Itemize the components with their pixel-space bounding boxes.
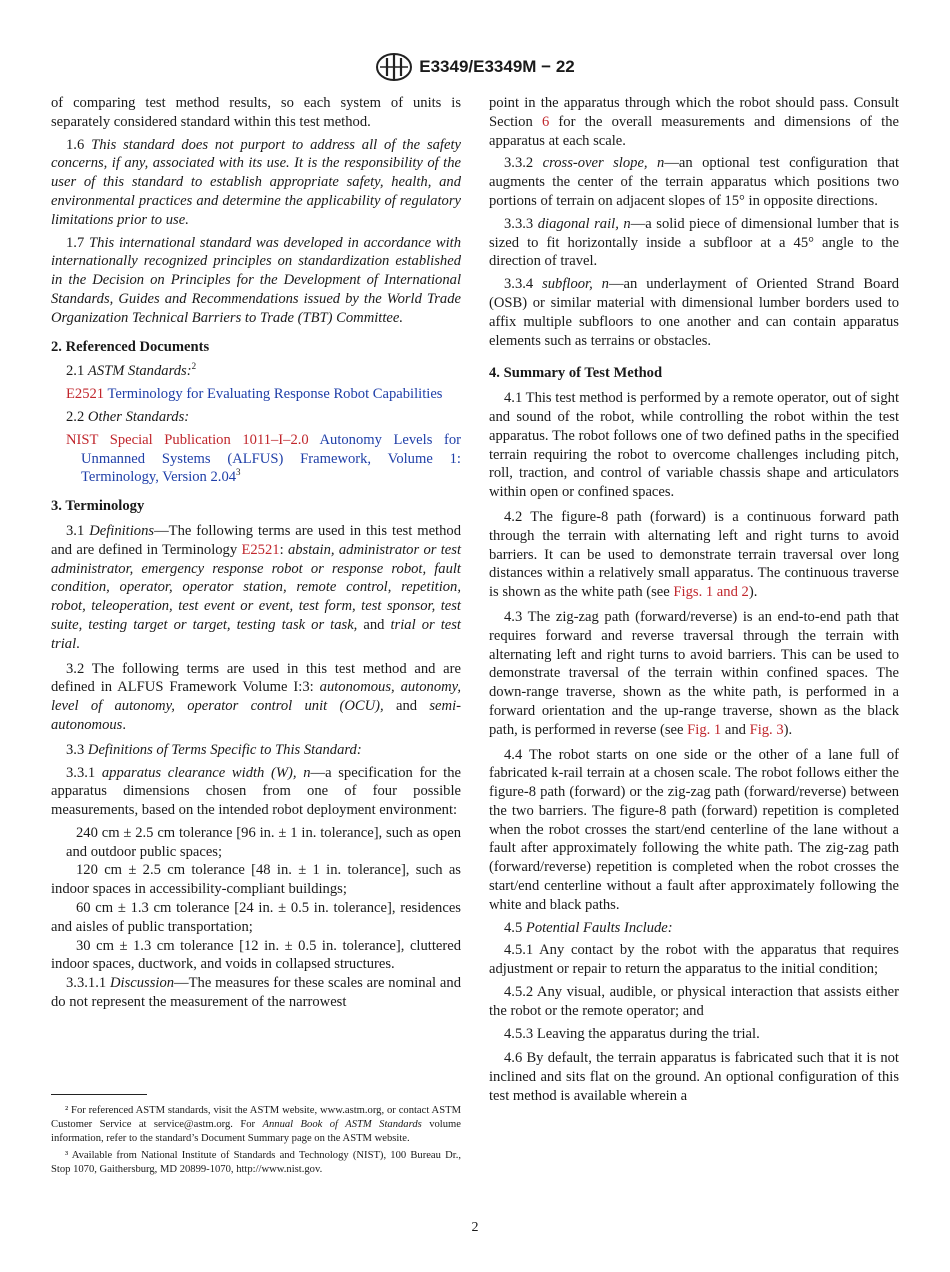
footnote-2: ² For referenced ASTM standards, visit the ASTM website, www.astm.org, or contact ASTM Customer Service at service@astm.org. For Annual Book of ASTM Standards volume information, refer to the standard’s Document Summary page on the ASTM website. — [51, 1105, 461, 1144]
e2521-inline-link[interactable]: E2521 — [241, 541, 280, 558]
reference-nist: NIST Special Publication 1011–I–2.0 Autonomy Levels for Unmanned Systems (ALFUS) Framework, Volume 1: Terminology, Version 2.04$^3$ — [66, 431, 461, 486]
width-60: 60 cm ± 1.3 cm tolerance [24 in. ± 0.5 in. tolerance], residences and aisles of public transportation; — [51, 900, 461, 935]
e2521-title-link[interactable]: Terminology for Evaluating Response Robot Capabilities — [107, 386, 443, 403]
section-4-6: 4.6 By default, the terrain apparatus is fabricated such that it is not inclined and sits flat on the ground. An optional configuration of this test method is available wherein a — [489, 1050, 899, 1105]
left-column — [51, 94, 461, 1016]
section-4-5: 4.5 Potential Faults Include: — [504, 919, 673, 936]
footnote-rule — [51, 1094, 147, 1095]
section-3-3-3: 3.3.3 diagonal rail, n—a solid piece of dimensional lumber that is sized to fit horizontally inside a subfloor at a 45° angle to the direction of travel. — [489, 215, 900, 270]
section-4-2: 4.2 The figure-8 path (forward) is a continuous forward path through the terrain with alternating left and right turns to avoid barriers. It can be used to demonstrate terrain traversal over long distances within a relatively small apparatus. The continuous traverse is shown as the white path (see Figs. 1 and 2). — [489, 508, 899, 601]
nist-title-link[interactable]: Autonomy Levels for Unmanned Systems (ALFUS) Framework, Volume 1: Terminology, Version 2.04 — [81, 431, 461, 486]
footnotes — [51, 1104, 461, 1180]
width-240: 240 cm ± 2.5 cm tolerance [96 in. ± 1 in. tolerance], such as open and outdoor public spaces; — [66, 824, 461, 860]
section-3-3: 3.3 Definitions of Terms Specific to This Standard: — [66, 741, 362, 758]
astm-logo-icon — [375, 52, 413, 82]
fig-1-link[interactable]: Fig. 1 — [687, 721, 722, 738]
section-3-1: 3.1 Definitions—The following terms are used in this test method and are defined in Terminology E2521: abstain, administrator or test administrator, emergency response robot or response robot, fault condition, operator, operator station, remote control, repetition, robot, teleoperation, test event or event, test form, test sponsor, test suite, testing target or target, testing task or task, and trial or test trial. — [51, 522, 462, 652]
heading-referenced-documents: 2. Referenced Documents — [51, 338, 210, 355]
right-column — [489, 94, 899, 1110]
standard-designation: E3349/E3349M − 22 — [419, 57, 575, 76]
section-3-3-4: 3.3.4 subfloor, n—an underlayment of Oriented Strand Board (OSB) or similar material with dimensional lumber borders used to affix multiple subfloors to one another and can contain apparatus elements such as terrains or obstacles. — [489, 276, 899, 349]
section-4-5-2: 4.5.2 Any visual, audible, or physical interaction that assists either the robot or the remote operator; and — [489, 984, 899, 1019]
width-120: 120 cm ± 2.5 cm tolerance [48 in. ± 1 in. tolerance], such as indoor spaces in accessibility-compliant buildings; — [51, 862, 461, 898]
heading-terminology: 3. Terminology — [51, 498, 145, 515]
e2521-link[interactable]: E2521 — [66, 386, 105, 403]
paragraph: point in the apparatus through which the robot should pass. Consult Section 6 for the overall measurements and dimensions of the apparatus at each scale. — [489, 95, 899, 149]
section-4-1: 4.1 This test method is performed by a remote operator, out of sight and sound of the robot, while controlling the robot within the test apparatus. The robot follows one of two defined paths in the specified terrain requiring the robot to overcome challenges including pitch, roll, traction, and control of variable chassis shape and articulators within open or confined spaces. — [489, 390, 899, 501]
section-6-link[interactable]: 6 — [541, 113, 550, 130]
section-4-3: 4.3 The zig-zag path (forward/reverse) is an end-to-end path that requires forward and reverse traversal through the terrain with alternating left and right turns to avoid barriers. This can be used to demonstrate traversal of the terrain within confined spaces. The down-range traverse, shown as the white path, is performed in a forward orientation and the up-range traverse, shown as the black path, is performed in reverse (see Fig. 1 and Fig. 3). — [489, 608, 899, 738]
section-1-6: 1.6 This standard does not purport to address all of the safety concerns, if any, associated with its use. It is the responsibility of the user of this standard to establish appropriate safety, health, and environmental practices and determine the applicability of regulatory limitations prior to use. — [51, 136, 461, 228]
nist-link[interactable]: NIST Special Publication 1011–I–2.0 — [66, 431, 309, 448]
section-4-5-3: 4.5.3 Leaving the apparatus during the trial. — [504, 1025, 760, 1042]
footnote-3: ³ Available from National Institute of Standards and Technology (NIST), 100 Bureau Dr., Stop 1070, Gaithersburg, MD 20899-1070, http://www.nist.gov. — [51, 1150, 461, 1175]
section-3-3-1: 3.3.1 apparatus clearance width (W), n—a specification for the apparatus dimensions chosen from one of four possible measurements, based on the intended robot deployment environment: — [51, 764, 461, 819]
section-4-5-1: 4.5.1 Any contact by the robot with the apparatus that requires adjustment or repair to return the apparatus to the initial condition; — [489, 942, 899, 978]
figs-1-2-link[interactable]: Figs. 1 and 2 — [673, 584, 749, 601]
section-3-2: 3.2 The following terms are used in this test method and are defined in ALFUS Framework Volume I:3: autonomous, autonomy, level of autonomy, operator control unit (OCU), and semi-autonomous. — [51, 660, 462, 733]
page-header — [0, 50, 950, 84]
page-number: 2 — [471, 1220, 479, 1235]
reference-e2521 — [51, 385, 461, 404]
section-2-2: 2.2 Other Standards: — [66, 408, 190, 425]
section-1-7: 1.7 This international standard was developed in accordance with internationally recognized principles on standardization established in the Decision on Principles for the Development of International Standards, Guides and Recommendations issued by the World Trade Organization Technical Barriers to Trade (TBT) Committee. — [51, 234, 462, 326]
section-3-3-2: 3.3.2 cross-over slope, n—an optional test configuration that augments the center of the terrain apparatus which positions two portions of terrain on adjacent slopes of 15° in opposite directions. — [489, 155, 900, 209]
width-30: 30 cm ± 1.3 cm tolerance [12 in. ± 0.5 in. tolerance], cluttered indoor spaces, ductwork, and voids in collapsed structures. — [51, 937, 461, 973]
section-3-3-1-1: 3.3.1.1 Discussion—The measures for these scales are nominal and do not represent the measurement of the narrowest — [51, 975, 462, 1011]
section-2-1: 2.1 ASTM Standards:$^2$ — [66, 361, 197, 380]
paragraph: of comparing test method results, so each system of units is separately considered standard within this test method. — [51, 95, 461, 130]
fig-3-link[interactable]: Fig. 3 — [749, 721, 784, 738]
heading-summary: 4. Summary of Test Method — [489, 365, 663, 382]
section-4-4: 4.4 The robot starts on one side or the other of a lane full of fabricated k-rail terrain at a chosen scale. The robot follows either the figure-8 path (forward) or the zig-zag path (forward/reverse) between the two barriers. The figure-8 path (forward) repetition is completed when the robot crosses the start/end centerline of the lane without a fault after approximately following the white path. The zig-zag path (forward/reverse) repetition is completed when the robot crosses the start/end centerline without a fault after approximately following the white and black paths. — [489, 746, 899, 913]
